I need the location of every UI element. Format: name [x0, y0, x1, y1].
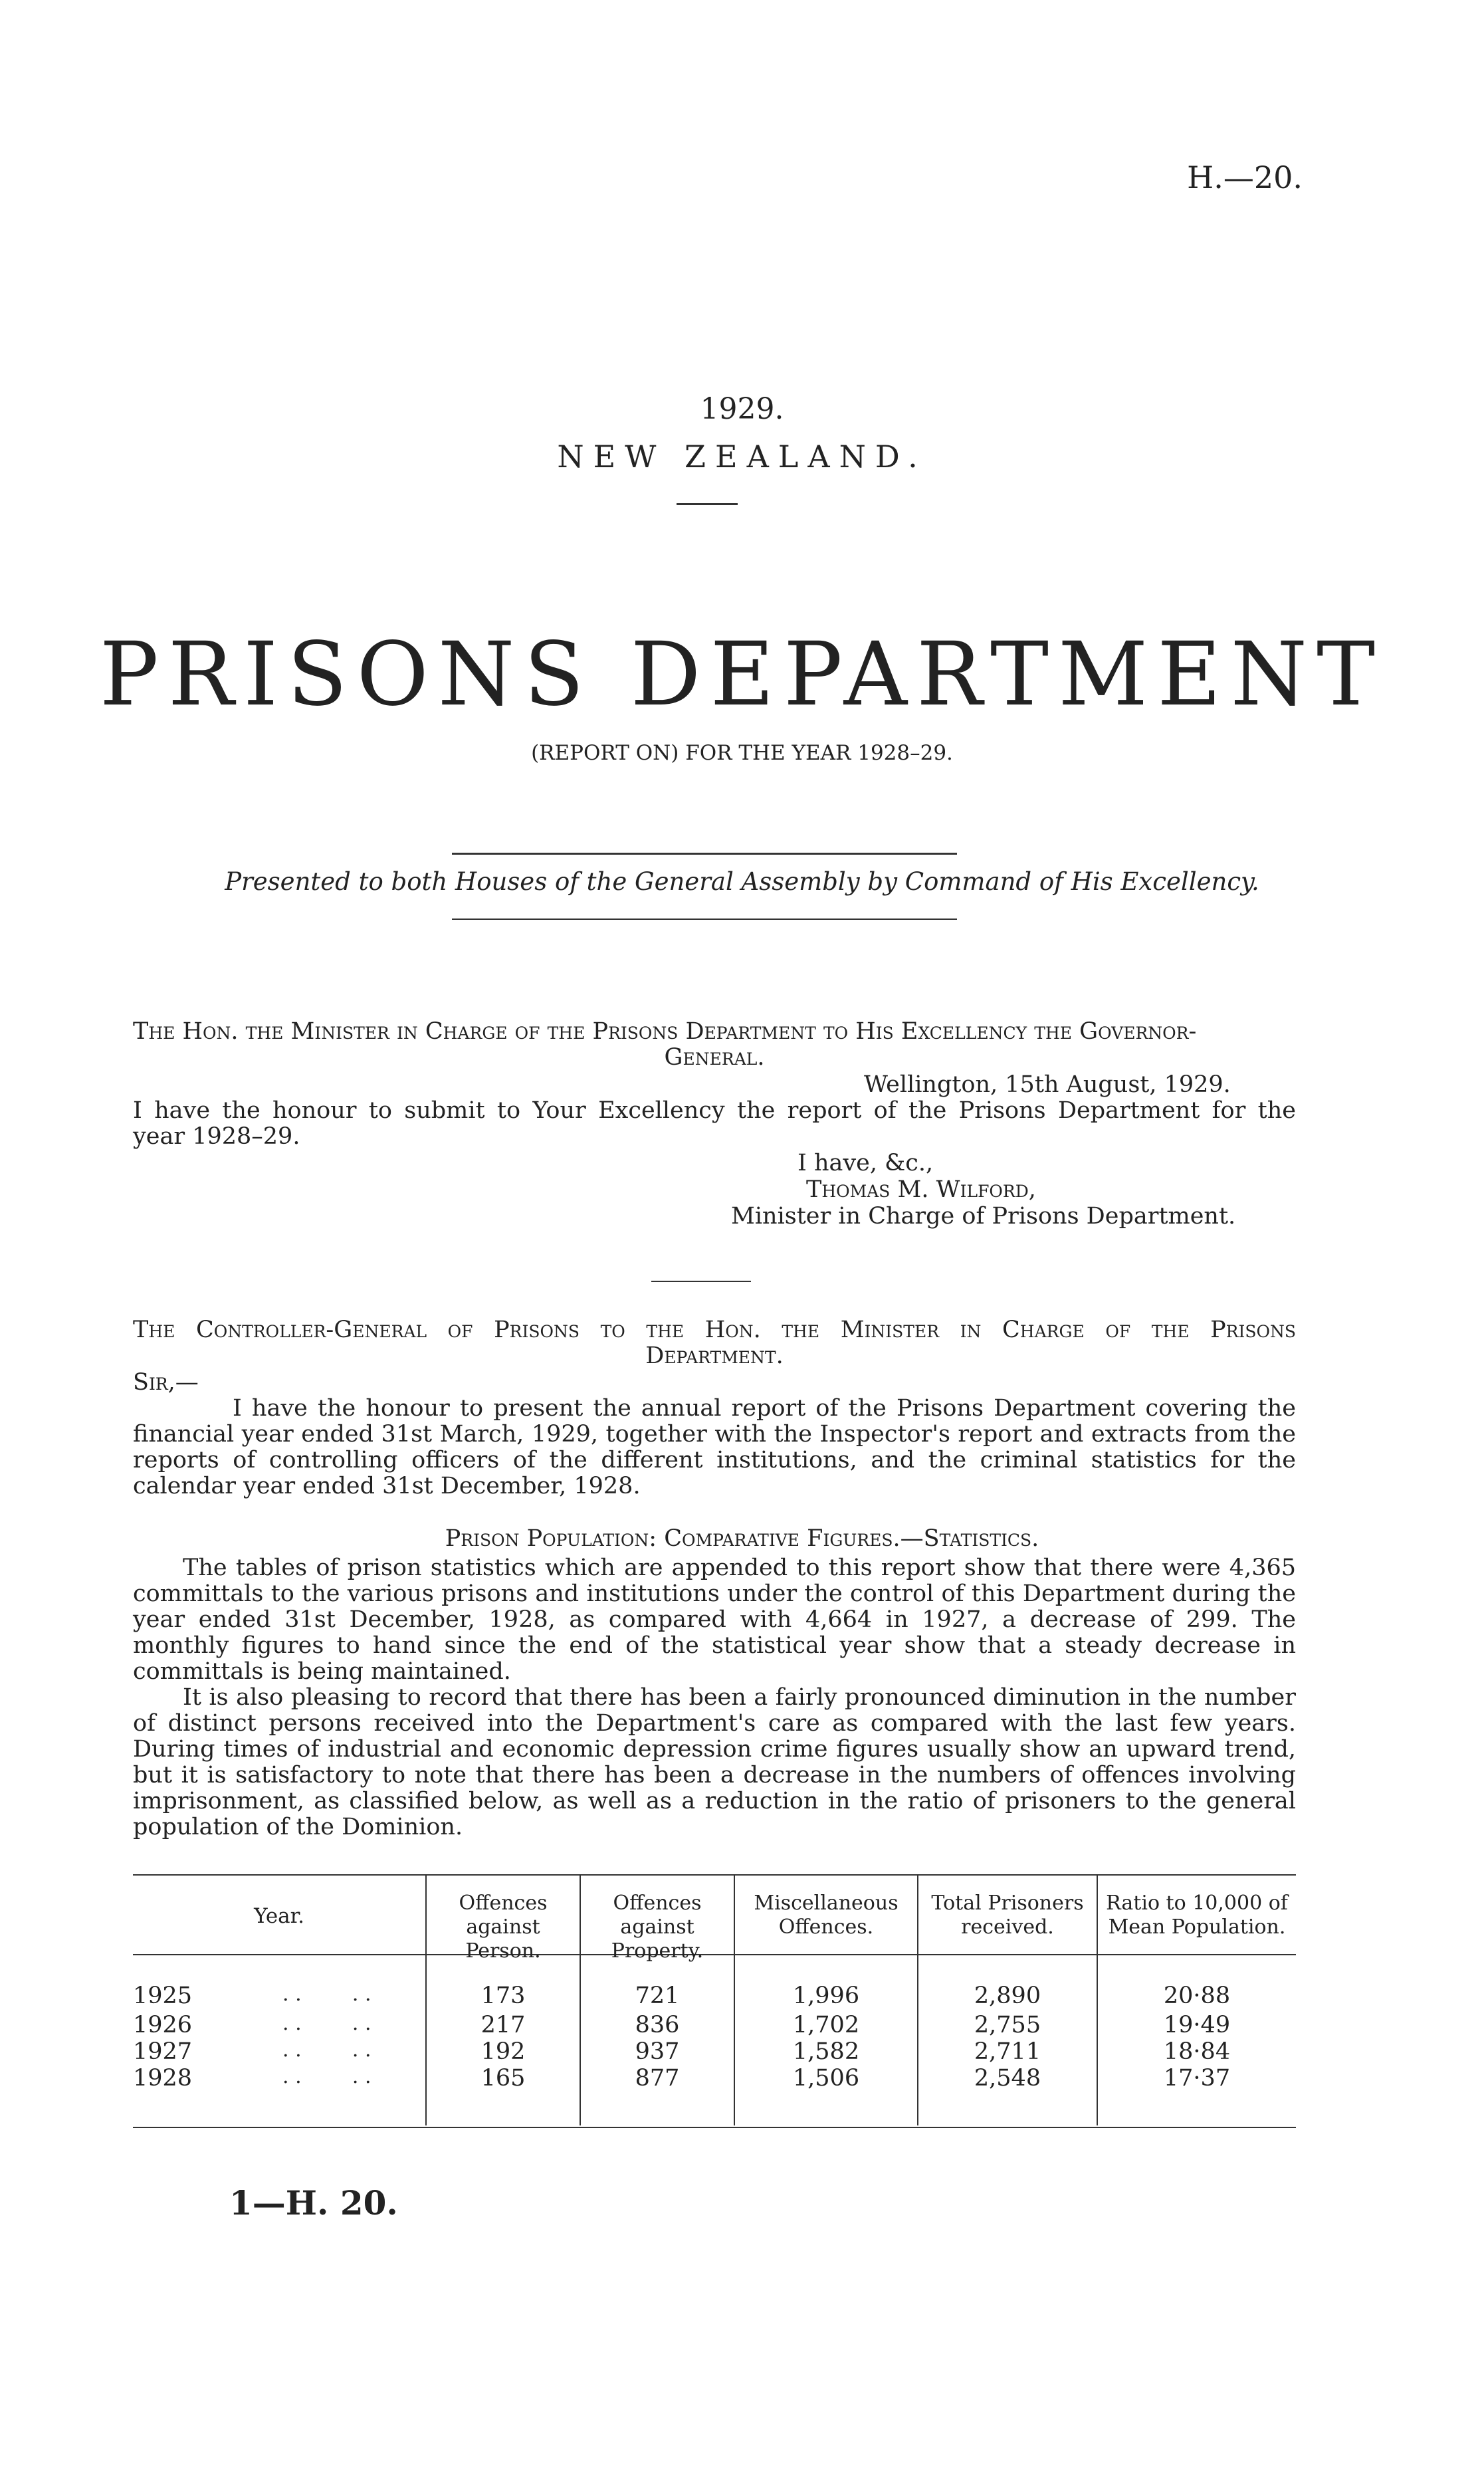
- header-line: Miscellaneous: [754, 1892, 899, 1915]
- letter2-salutation: Sir,—: [133, 1369, 199, 1396]
- letter2-address: [133, 1317, 1296, 1369]
- report-subtitle: (REPORT ON) FOR THE YEAR 1928–29.: [531, 741, 953, 765]
- table-top-rule: [133, 1874, 1296, 1876]
- cell-person: 217: [480, 2012, 526, 2038]
- cell-misc: 1,996: [792, 1983, 860, 2009]
- presented-rule-top: [452, 853, 957, 855]
- table-row: [133, 2065, 1296, 2092]
- cell-ratio: 17·37: [1163, 2065, 1231, 2092]
- table-row: [133, 2012, 1296, 2038]
- main-title: PRISONS DEPARTMENT: [99, 623, 1385, 726]
- cell-total: 2,548: [974, 2065, 1041, 2092]
- letter1-address: [133, 1019, 1296, 1071]
- letter1-closing: I have, &c.,: [797, 1150, 934, 1176]
- cell-total: 2,711: [974, 2038, 1041, 2065]
- header-total-prisoners: [918, 1892, 1097, 1939]
- header-line: Offences against: [613, 1892, 702, 1939]
- header-line: Property.: [611, 1939, 704, 1963]
- letter1-address-line-cont: General.: [664, 1044, 765, 1071]
- letter2-paragraph: I have the honour to present the annual report of the Prisons Department covering the financial year ended 31st March, 1929, together with the Inspector's report and extracts from the reports of controlling officers of the different institutions, and the criminal statistics for the calendar year ended 31st December, 1928.: [133, 1395, 1296, 1499]
- header-line: Mean Population.: [1108, 1915, 1286, 1939]
- cell-misc: 1,702: [792, 2012, 860, 2038]
- cell-property: 721: [635, 1983, 680, 2009]
- table-row: [133, 1983, 1296, 2012]
- header-year: Year.: [254, 1904, 304, 1928]
- header-offences-property: [581, 1892, 734, 1963]
- cell-year: 1927: [133, 2038, 193, 2065]
- document-code: H.—20.: [1187, 160, 1303, 195]
- page-marker: 1—H. 20.: [229, 2183, 398, 2222]
- cell-person: 192: [480, 2038, 526, 2065]
- cell-misc: 1,582: [792, 2038, 860, 2065]
- letter1-body: [133, 1098, 1296, 1150]
- cell-person: 173: [480, 1983, 526, 2009]
- letter1-body-line-cont: year 1928–29.: [133, 1123, 300, 1150]
- country-heading: NEW ZEALAND.: [557, 439, 927, 475]
- table-bottom-rule: [133, 2127, 1296, 2128]
- header-miscellaneous: [735, 1892, 917, 1939]
- cell-ratio: 20·88: [1163, 1983, 1231, 2009]
- cell-year: 1926: [133, 2012, 193, 2038]
- header-line: Ratio to 10,000 of: [1106, 1892, 1288, 1915]
- cell-year: 1925: [133, 1983, 193, 2009]
- cell-property: 836: [635, 2012, 680, 2038]
- section-paragraph-1: The tables of prison statistics which are appended to this report show that there were 4,365 committals to the various prisons and institutions under the control of this Department during the year ended 31st December, 1928, as compared with 4,664 in 1927, a decrease of 299. The monthly figures to hand since the end of the statistical year show that a steady decrease in committals is being maintained.: [133, 1555, 1296, 1685]
- cell-leader: . . . .: [282, 1983, 371, 2006]
- cell-leader: . . . .: [282, 2012, 371, 2035]
- report-year: 1929.: [700, 392, 784, 426]
- letter2-address-line-cont: Department.: [645, 1343, 784, 1369]
- cell-misc: 1,506: [792, 2065, 860, 2092]
- cell-property: 937: [635, 2038, 680, 2065]
- header-offences-person: [427, 1892, 580, 1963]
- letter1-address-line: The Hon. the Minister in Charge of the Prisons Department to His Excellency the Governor-: [133, 1018, 1197, 1045]
- cell-ratio: 19·49: [1163, 2012, 1231, 2038]
- letter1-signatory: Thomas M. Wilford,: [806, 1176, 1036, 1203]
- table-body: [133, 1983, 1296, 2092]
- cell-leader: . . . .: [282, 2065, 371, 2088]
- cell-ratio: 18·84: [1163, 2038, 1231, 2065]
- presented-rule-bottom: [452, 919, 957, 920]
- presented-line: Presented to both Houses of the General Assembly by Command of His Excellency.: [225, 867, 1259, 896]
- title-rule: [677, 503, 738, 505]
- letter1-place-date: Wellington, 15th August, 1929.: [864, 1071, 1231, 1098]
- letter1-body-line: I have the honour to submit to Your Excellency the report of the Prisons Department for the: [133, 1097, 1296, 1124]
- cell-person: 165: [480, 2065, 526, 2092]
- section-heading: Prison Population: Comparative Figures.—Statistics.: [445, 1525, 1039, 1552]
- header-line: Offences against: [459, 1892, 548, 1939]
- table-row: [133, 2038, 1296, 2065]
- letter1-signatory-title: Minister in Charge of Prisons Department.: [731, 1203, 1236, 1230]
- cell-leader: . . . .: [282, 2038, 371, 2062]
- section-rule: [651, 1281, 751, 1282]
- header-ratio: [1098, 1892, 1296, 1939]
- header-line: Total Prisoners: [931, 1892, 1084, 1915]
- header-line: Offences.: [778, 1915, 874, 1939]
- cell-property: 877: [635, 2065, 680, 2092]
- header-line: received.: [961, 1915, 1054, 1939]
- section-paragraph-2: It is also pleasing to record that there has been a fairly pronounced diminution in the number of distinct persons received into the Department's care as compared with the last few years. During times of industrial and economic depression crime figures usually show an upward trend, but it is satisfactory to note that there has been a decrease in the numbers of offences involving imprisonment, as classified below, as well as a reduction in the ratio of prisoners to the general population of the Dominion.: [133, 1684, 1296, 1840]
- cell-total: 2,890: [974, 1983, 1041, 2009]
- cell-total: 2,755: [974, 2012, 1041, 2038]
- letter2-address-line: The Controller-General of Prisons to the Hon. the Minister in Charge of the Prisons: [133, 1317, 1296, 1343]
- header-line: Person.: [465, 1939, 541, 1963]
- cell-year: 1928: [133, 2065, 193, 2092]
